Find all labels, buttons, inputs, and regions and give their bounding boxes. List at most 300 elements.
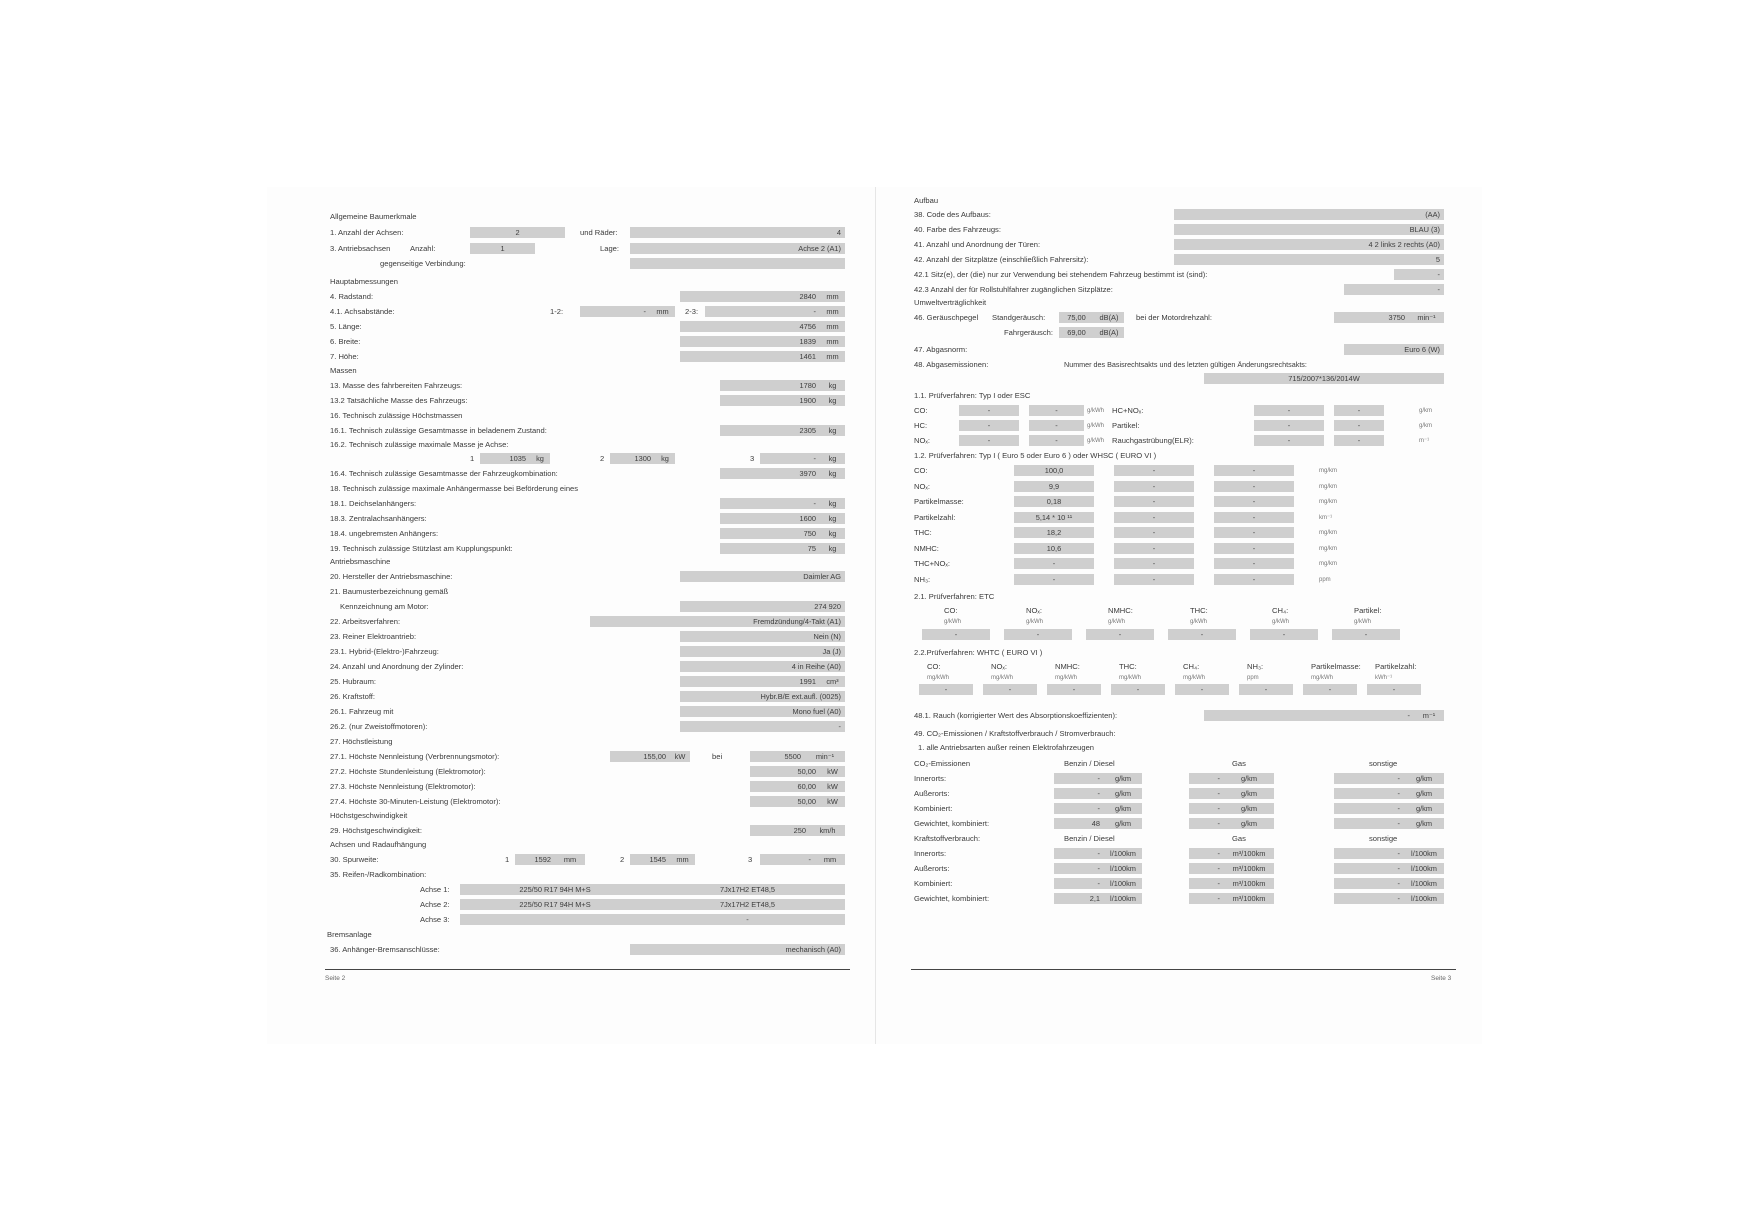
unit-2: g/km [1419, 408, 1433, 414]
row-mass-actual [330, 395, 845, 407]
unit-gas: g/km [1224, 803, 1274, 814]
value-3: - [1214, 543, 1294, 554]
label-axle-3: 3 [748, 855, 753, 864]
etc-head: NMHC: [1108, 606, 1133, 615]
value-gas: - [1189, 818, 1224, 829]
value: 3970 [720, 468, 820, 479]
value-petrol: - [1054, 788, 1104, 799]
footer-rule [911, 969, 1456, 970]
value-other: - [1334, 863, 1404, 874]
label-axle-3: 3 [750, 454, 755, 463]
label: NOₓ: [914, 436, 930, 445]
label: 48.1. Rauch (korrigierter Wert des Absorptionskoeffizienten): [914, 711, 1118, 720]
unit: mg/km [1319, 483, 1337, 490]
label: 27.1. Höchste Nennleistung (Verbrennungsmotor): [330, 752, 500, 761]
value-axle-2: 1300 [610, 453, 655, 464]
value: - [1204, 710, 1414, 721]
unit: kW [820, 766, 845, 777]
value-rim: 7Jx17H2 ET48,5 [650, 899, 845, 910]
co2-head-row [914, 833, 1444, 845]
row-doors [914, 239, 1444, 251]
whtc-unit: mg/kWh [1183, 675, 1206, 681]
label: 23. Reiner Elektroantrieb: [330, 632, 417, 641]
label: 48. Abgasemissionen: [914, 360, 989, 369]
value-2: - [1114, 543, 1194, 554]
value-axle-1: 1592 [515, 854, 555, 865]
value: 274 920 [680, 601, 845, 612]
row-color [914, 224, 1444, 236]
value-1: 18,2 [1014, 527, 1094, 538]
whtc-value: - [983, 684, 1037, 695]
value: mechanisch (A0) [630, 944, 845, 955]
head-petrol: Benzin / Diesel [1064, 759, 1115, 768]
value: 715/2007*136/2014W [1204, 373, 1444, 384]
row-axle-3-tires [330, 914, 845, 926]
label-2: HC+NOₓ: [1112, 406, 1144, 415]
value-petrol: - [1054, 803, 1104, 814]
row-length [330, 321, 845, 333]
value: Fremdzündung/4-Takt (A1) [590, 616, 845, 627]
unit: g/kWh [1087, 408, 1105, 414]
label: 1. Anzahl der Achsen: [330, 228, 404, 237]
etc-value: - [1004, 629, 1072, 640]
row-legal-act [914, 373, 1444, 385]
label: 16.1. Technisch zulässige Gesamtmasse in beladenem Zustand: [330, 426, 547, 435]
value-1: - [959, 435, 1019, 446]
whtc-unit: mg/kWh [1119, 675, 1142, 681]
etc-unit: g/kWh [944, 619, 962, 625]
label: Innerorts: [914, 849, 947, 858]
value: 69,00 [1059, 327, 1094, 338]
value-other: - [1334, 788, 1404, 799]
page-number: Seite 3 [1431, 975, 1452, 982]
etc-unit: g/kWh [1108, 619, 1126, 625]
label: NH₃: [914, 574, 931, 584]
unit-petrol: g/km [1104, 818, 1142, 829]
row-wheelbase [330, 291, 845, 303]
value: 750 [720, 528, 820, 539]
value-axle-3: - [760, 453, 820, 464]
whtc-unit: kWh⁻¹ [1375, 675, 1393, 681]
co2-head-row [914, 758, 1444, 770]
value: (AA) [1174, 209, 1444, 220]
unit-2: m⁻¹ [1419, 438, 1430, 444]
value-2: - [1029, 420, 1084, 431]
label: Kraftstoffverbrauch: [914, 834, 981, 843]
value-2: - [1114, 496, 1194, 507]
row-width [330, 336, 845, 348]
row-rated-power-em [330, 781, 845, 793]
value-axle-1: 1035 [480, 453, 530, 464]
unit: mg/km [1319, 530, 1337, 536]
value: 60,00 [750, 781, 820, 792]
row-smoke [914, 710, 1444, 722]
whsc-row [914, 543, 1444, 555]
page-right: Aufbau 38. Code des Aufbaus: (AA) 40. Farbe des Fahrzeugs: BLAU (3) 41. Anzahl und Anordnung der Türen: 4 2 links 2 rechts (A0) 42. Anzahl der Sitzplätze (einschließlich Fahrersitz): 5 42.1 Sitz(e), der (die) nur zur Verwendung bei stehendem Fahrzeug bestimmt ist (sind): - 42.3 Anzahl der für Rollstuhlfahrer zugänglichen Sitzplätze: - Umweltverträglichkeit 46. Geräuschpegel Standgeräusch: 75,00 dB(A) bei der Motordrehzahl: 3750 min⁻¹ Fahrgeräusch: 69,00 dB(A) 47. Abgasnorm: Euro 6 (W) 48. Abgasemissionen: Nummer des Basisrechtsakts und des letzten gültigen Änderungsrechtsakts: 715/2007*136/2014W 1.1. Prüfverfahren: Typ I oder ESC CO: - - g/kWh HC+NOₓ: - - g/km HC: - - g/kWh Partikel: - - g/km NOₓ: - - g/kWh Rauchgastrübung(ELR): - - m⁻¹ 1.2. Prüfverfahren: Typ I ( Euro 5 oder Euro 6 ) oder WHSC ( EURO VI ) CO: 100,0 - - mg/km NOₓ: 9,9 - - mg/km Partikelmasse: 0,18 - - mg/km Partikelzahl: 5,14 * 10 ¹¹ - - km⁻¹ THC: 18,2 - - mg/km NMHC: 10,6 - - mg/km THC+NOₓ: - - - mg/km NH₃: - - - ppm 2.1. Prüfverfahren: ETC CO: g/kWh - NOₓ: g/kWh - NMHC: g/kWh - THC: g/kWh - CH₄: g/kWh - Partikel: g/kWh - 2.2.Prüfverfahren: WHTC ( EURO VI ) CO: mg/kWh - NOₓ: mg/kWh - NMHC: mg/kWh - THC: mg/kWh - CH₄: mg/kWh - NH₃: ppm - Partikelmasse: mg/kWh - Partikelzahl: kWh⁻¹ - 48.1. Rauch (korrigierter Wert des Absorptionskoeffizienten): - m⁻¹ 49. CO₂-Emissionen / Kraftstoffverbrauch / Stromverbrauch: 1. alle Antriebsarten außer reinen Elektrofahrzeugen CO₂-Emissionen Benzin / Diesel Gas sonstige Innerorts: - g/km - g/km - g/km Außerorts: - g/km - g/km - g/km Kombiniert: - g/km - g/km - g/km Gewichtet, kombiniert: 48 g/km - g/km - g/km Kraftstoffverbrauch: Benzin / Diesel Gas sonstige Innerorts: - l/100km - m³/100km - l/100km Außerorts: - l/100km - m³/100km - l/100km Kombiniert: - l/100km - m³/100km - l/100km Gewichtet, kombiniert: 2,1 l/100km - m³/100km - l/100km Seite 3 [875, 187, 1482, 1044]
value: 2305 [720, 425, 820, 436]
value: - [1394, 269, 1444, 280]
row-drive-axles [330, 243, 845, 255]
value: 4 in Reihe (A0) [680, 661, 845, 672]
label: 4.1. Achsabstände: [330, 307, 395, 316]
row-fuel-mode [330, 706, 845, 718]
value-gas: - [1189, 893, 1224, 904]
label: CO₂-Emissionen [914, 759, 971, 768]
esc-row [914, 420, 1444, 432]
label-wheels: und Räder: [580, 228, 618, 237]
value: 155,00 [610, 751, 670, 762]
whtc-head: CO: [927, 662, 941, 671]
co2-row [914, 818, 1444, 830]
unit-other: l/100km [1404, 848, 1444, 859]
unit-gas: g/km [1224, 788, 1274, 799]
whtc-unit: ppm [1247, 675, 1259, 681]
label: 36. Anhänger-Bremsanschlüsse: [330, 945, 440, 954]
value-position: Achse 2 (A1) [630, 243, 845, 254]
value-tire: 225/50 R17 94H M+S [460, 884, 650, 895]
value-4: - [1334, 405, 1384, 416]
value-wheels: 4 [630, 227, 845, 238]
whsc-row [914, 527, 1444, 539]
unit: mm [820, 336, 845, 347]
row-dual-fuel [330, 721, 845, 733]
whtc-head: Partikelmasse: [1311, 662, 1361, 671]
whtc-head: NOₓ: [991, 662, 1007, 671]
unit: kg [820, 425, 845, 436]
row-height [330, 351, 845, 363]
label: 5. Länge: [330, 322, 362, 331]
row-exhaust-emissions [914, 359, 1444, 371]
value-1: 9,9 [1014, 481, 1094, 492]
row-trailer-brakes [330, 944, 845, 956]
label: 22. Arbeitsverfahren: [330, 617, 401, 626]
unit: km⁻¹ [1319, 514, 1333, 521]
label-axle-2: 2 [600, 454, 605, 463]
value-rpm: 3750 [1334, 312, 1409, 323]
value-petrol: 2,1 [1054, 893, 1104, 904]
page-number: Seite 2 [325, 975, 346, 982]
row-axles [330, 227, 845, 239]
value-gas: - [1189, 803, 1224, 814]
value: BLAU (3) [1174, 224, 1444, 235]
value-1: - [959, 405, 1019, 416]
row-cylinders [330, 661, 845, 673]
esc-row [914, 405, 1444, 417]
unit: dB(A) [1094, 327, 1124, 338]
row-connection [330, 258, 845, 270]
value-2: - [1114, 527, 1194, 538]
whsc-row [914, 481, 1444, 493]
value-gas: - [1189, 878, 1224, 889]
label: 27.4. Höchste 30-Minuten-Leistung (Elektromotor): [330, 797, 501, 806]
row-stationary-seats [914, 269, 1444, 281]
etc-unit: g/kWh [1354, 619, 1372, 625]
label-count: Anzahl: [410, 244, 436, 253]
unit-other: g/km [1404, 803, 1444, 814]
value-axle-3: - [760, 854, 815, 865]
whtc-value: - [1239, 684, 1293, 695]
value: 1461 [680, 351, 820, 362]
label: 16.4. Technisch zulässige Gesamtmasse der Fahrzeugkombination: [330, 469, 558, 478]
unit: mm [820, 291, 845, 302]
whsc-row [914, 465, 1444, 477]
row-rated-power-ice [330, 751, 845, 763]
note: Nummer des Basisrechtsakts und des letzten gültigen Änderungsrechtsakts: [1064, 360, 1307, 369]
value-axle-2: 1545 [630, 854, 670, 865]
whtc-value-cell [1367, 684, 1423, 696]
value-rpm: 5500 [750, 751, 805, 762]
label: Gewichtet, kombiniert: [914, 894, 990, 903]
label-stationary: Standgeräusch: [992, 313, 1046, 322]
label: THC: [914, 528, 932, 537]
value: - [680, 721, 845, 732]
unit-stationary: dB(A) [1094, 312, 1124, 323]
label: 13. Masse des fahrbereiten Fahrzeugs: [330, 381, 463, 390]
esc-row [914, 435, 1444, 447]
whtc-value: - [1175, 684, 1229, 695]
value: 50,00 [750, 796, 820, 807]
etc-value-cell [1168, 629, 1238, 641]
label: Kombiniert: [914, 804, 953, 813]
row-hybrid [330, 646, 845, 658]
label: 38. Code des Aufbaus: [914, 210, 991, 219]
whtc-value-cell [983, 684, 1039, 696]
label: 29. Höchstgeschwindigkeit: [330, 826, 423, 835]
value-2: - [1114, 574, 1194, 585]
value-3: - [1214, 527, 1294, 538]
whtc-value: - [1047, 684, 1101, 695]
co2-row [914, 878, 1444, 890]
unit-gas: g/km [1224, 818, 1274, 829]
whtc-unit: mg/kWh [1055, 675, 1078, 681]
label: 7. Höhe: [330, 352, 359, 361]
head-other: sonstige [1369, 759, 1398, 768]
label: 13.2 Tatsächliche Masse des Fahrzeugs: [330, 396, 468, 405]
unit: kg [820, 543, 845, 554]
row-emission-standard [914, 344, 1444, 356]
unit: kg [820, 395, 845, 406]
unit: kW [820, 781, 845, 792]
label: 18.1. Deichselanhängers: [330, 499, 417, 508]
label-axle-2: 2 [620, 855, 625, 864]
label-axle-1: 1 [470, 454, 475, 463]
label-1-2: 1-2: [550, 307, 564, 316]
footer-rule [325, 969, 850, 970]
page-left: Allgemeine Baumerkmale 1. Anzahl der Achsen: 2 und Räder: 4 3. Antriebsachsen Anzahl: 1 Lage: Achse 2 (A1) gegenseitige Verbindung: Hauptabmessungen 4. Radstand: 2840 mm 4.1. Achsabstände: 1-2: - mm 2-3: - mm 5. Länge: 4756 mm 6. Breite: 1839 mm 7. Höhe: 1461 mm Massen 13. Masse des fahrbereiten Fahrzeugs: 1780 kg 13.2 Tatsächliche Masse des Fahrzeugs: 1900 kg 16. Technisch zulässige Höchstmassen 16.1. Technisch zulässige Gesamtmasse in beladenem Zustand: 2305 kg 16.2. Technisch zulässige maximale Masse je Achse: 1 1035 kg 2 1300 kg 3 - kg 16.4. Technisch zulässige Gesamtmasse der Fahrzeugkombination: 3970 kg 18. Technisch zulässige maximale Anhängermasse bei Beförderung eines 18.1. Deichselanhängers: - kg 18.3. Zentralachsanhängers: 1600 kg 18.4. ungebremsten Anhängers: 750 kg 19. Technisch zulässige Stützlast am Kupplungspunkt: 75 kg Antriebsmaschine 20. Hersteller der Antriebsmaschine: Daimler AG 21. Baumusterbezeichnung gemäß Kennzeichnung am Motor: 274 920 22. Arbeitsverfahren: Fremdzündung/4-Takt (A1) 23. Reiner Elektroantrieb: Nein (N) 23.1. Hybrid-(Elektro-)Fahrzeug: Ja (J) 24. Anzahl und Anordnung der Zylinder: 4 in Reihe (A0) 25. Hubraum: 1991 cm³ 26. Kraftstoff: Hybr.B/E ext.aufl. (0025) 26.1. Fahrzeug mit Mono fuel (A0) 26.2. (nur Zweistoffmotoren): - 27. Höchstleistung 27.1. Höchste Nennleistung (Verbrennungsmotor): 155,00 kW bei 5500 min⁻¹ 27.2. Höchste Stundenleistung (Elektromotor): 50,00 kW 27.3. Höchste Nennleistung (Elektromotor): 60,00 kW 27.4. Höchste 30-Minuten-Leistung (Elektromotor): 50,00 kW Höchstgeschwindigkeit 29. Höchstgeschwindigkeit: 250 km/h Achsen und Radaufhängung 30. Spurweite: 1 1592 mm 2 1545 mm 3 - mm 35. Reifen-/Radkombination: Achse 1: 225/50 R17 94H M+S 7Jx17H2 ET48,5 Achse 2: 225/50 R17 94H M+S 7Jx17H2 ET48,5 Achse 3: - Bremsanlage 36. Anhänger-Bremsanschlüsse: mechanisch (A0) Seite 2 [267, 187, 875, 1044]
whsc-row [914, 558, 1444, 570]
value-gas: - [1189, 788, 1224, 799]
value-other: - [1334, 848, 1404, 859]
value: 1600 [720, 513, 820, 524]
row-gross-mass [330, 425, 845, 437]
value: 4 2 links 2 rechts (A0) [1174, 239, 1444, 250]
value-1: - [959, 420, 1019, 431]
label: 18.3. Zentralachsanhängers: [330, 514, 427, 523]
value: Euro 6 (W) [1344, 344, 1444, 355]
label: gegenseitige Verbindung: [380, 259, 466, 268]
label: 47. Abgasnorm: [914, 345, 968, 354]
value-count: 1 [470, 243, 535, 254]
value: Nein (N) [680, 631, 845, 642]
value-rim: - [650, 914, 845, 925]
row-combination-mass [330, 468, 845, 480]
unit: kW [670, 751, 690, 762]
unit: kg [820, 380, 845, 391]
whsc-row [914, 512, 1444, 524]
etc-unit: g/kWh [1026, 619, 1044, 625]
value-3: - [1214, 512, 1294, 523]
value-petrol: - [1054, 773, 1104, 784]
unit-other: g/km [1404, 773, 1444, 784]
value-other: - [1334, 893, 1404, 904]
value-tire [460, 914, 650, 925]
unit: kW [820, 796, 845, 807]
etc-head: CO: [944, 606, 958, 615]
whtc-value: - [1367, 684, 1421, 695]
value-3: - [1214, 481, 1294, 492]
unit-axle-3: mm [815, 854, 845, 865]
whtc-head: NH₃: [1247, 662, 1264, 671]
value: 50,00 [750, 766, 820, 777]
value: 250 [750, 825, 810, 836]
value-1: 10,6 [1014, 543, 1094, 554]
label: 26.1. Fahrzeug mit [330, 707, 394, 716]
etc-value-cell [1004, 629, 1074, 641]
label: THC+NOₓ: [914, 559, 951, 568]
co2-row [914, 848, 1444, 860]
unit-petrol: g/km [1104, 803, 1142, 814]
row-30min-power-em [330, 796, 845, 808]
row-axle-masses [330, 453, 845, 465]
value: - [1344, 284, 1444, 295]
whtc-value-cell [1303, 684, 1359, 696]
value-gas: - [1189, 848, 1224, 859]
unit: km/h [810, 825, 845, 836]
unit: mg/km [1319, 499, 1337, 505]
value: Ja (J) [680, 646, 845, 657]
co2-row [914, 788, 1444, 800]
unit-petrol: l/100km [1104, 848, 1142, 859]
label: 41. Anzahl und Anordnung der Türen: [914, 240, 1041, 249]
value-3: - [1214, 574, 1294, 585]
label: 46. Geräuschpegel [914, 313, 979, 322]
value: 5 [1174, 254, 1444, 265]
value: 1991 [680, 676, 820, 687]
label: Gewichtet, kombiniert: [914, 819, 990, 828]
whsc-row [914, 574, 1444, 586]
row-top-speed [330, 825, 845, 837]
whtc-unit: mg/kWh [991, 675, 1014, 681]
co2-row [914, 803, 1444, 815]
value-3: - [1214, 496, 1294, 507]
etc-head: CH₄: [1272, 606, 1289, 615]
label: 42.1 Sitz(e), der (die) nur zur Verwendung bei stehendem Fahrzeug bestimmt ist (sind): [914, 270, 1208, 279]
unit-petrol: g/km [1104, 773, 1142, 784]
etc-value-cell [1086, 629, 1156, 641]
label: Kennzeichnung am Motor: [340, 602, 429, 611]
row-noise-stationary [914, 312, 1444, 324]
etc-value: - [1332, 629, 1400, 640]
label-2-3: 2-3: [685, 307, 699, 316]
row-seats [914, 254, 1444, 266]
value-petrol: - [1054, 863, 1104, 874]
row-engine-type [330, 601, 845, 613]
whtc-value-cell [919, 684, 975, 696]
whtc-head: Partikelzahl: [1375, 662, 1417, 671]
head-petrol: Benzin / Diesel [1064, 834, 1115, 843]
unit-2: g/km [1419, 423, 1433, 429]
whtc-head: CH₄: [1183, 662, 1200, 671]
value-other: - [1334, 878, 1404, 889]
value-2: - [1114, 512, 1194, 523]
label-axle-1: 1 [505, 855, 510, 864]
value-gas: - [1189, 773, 1224, 784]
etc-value-cell [922, 629, 992, 641]
row-axle-2-tires [330, 899, 845, 911]
etc-value-cell [1332, 629, 1402, 641]
whtc-value: - [1111, 684, 1165, 695]
unit-axle-3: kg [820, 453, 845, 464]
whtc-head: NMHC: [1055, 662, 1080, 671]
whtc-value-cell [1111, 684, 1167, 696]
label: 25. Hubraum: [330, 677, 377, 686]
label: HC: [914, 421, 928, 430]
value-2-3: - [705, 306, 820, 317]
value-tire: 225/50 R17 94H M+S [460, 899, 650, 910]
scanned-document [267, 187, 1482, 1044]
etc-head: Partikel: [1354, 606, 1382, 615]
row-center-axle-trailer [330, 513, 845, 525]
value-rim: 7Jx17H2 ET48,5 [650, 884, 845, 895]
value-2: - [1114, 558, 1194, 569]
row-unbraked-trailer [330, 528, 845, 540]
unit: g/kWh [1087, 423, 1105, 429]
label-at: bei [712, 752, 723, 761]
unit-rpm: min⁻¹ [1409, 312, 1444, 323]
value-petrol: - [1054, 878, 1104, 889]
unit-other: l/100km [1404, 878, 1444, 889]
value-2: - [1114, 481, 1194, 492]
unit: kg [820, 513, 845, 524]
label: 30. Spurweite: [330, 855, 379, 864]
value-2: - [1029, 405, 1084, 416]
unit-axle-2: mm [670, 854, 695, 865]
label: 19. Technisch zulässige Stützlast am Kupplungspunkt: [330, 544, 513, 553]
label: 27.2. Höchste Stundenleistung (Elektromotor): [330, 767, 486, 776]
etc-value: - [1168, 629, 1236, 640]
value-2: - [1114, 465, 1194, 476]
head-gas: Gas [1232, 759, 1246, 768]
value: 4756 [680, 321, 820, 332]
label: NOₓ: [914, 481, 930, 491]
label: Achse 3: [420, 915, 450, 924]
label: 27.3. Höchste Nennleistung (Elektromotor): [330, 782, 476, 791]
unit-gas: m³/100km [1224, 848, 1274, 859]
row-wheelchair-seats [914, 284, 1444, 296]
value-2: - [1029, 435, 1084, 446]
unit: mm [820, 351, 845, 362]
etc-head: NOₓ: [1026, 606, 1042, 615]
unit: kg [820, 498, 845, 509]
unit-2-3: mm [820, 306, 845, 317]
label-engine-speed: bei der Motordrehzahl: [1136, 313, 1212, 322]
value-3: - [1254, 420, 1324, 431]
whtc-value: - [1303, 684, 1357, 695]
row-fuel [330, 691, 845, 703]
value-petrol: 48 [1054, 818, 1104, 829]
value-1: 100,0 [1014, 465, 1094, 476]
label: 24. Anzahl und Anordnung der Zylinder: [330, 662, 464, 671]
